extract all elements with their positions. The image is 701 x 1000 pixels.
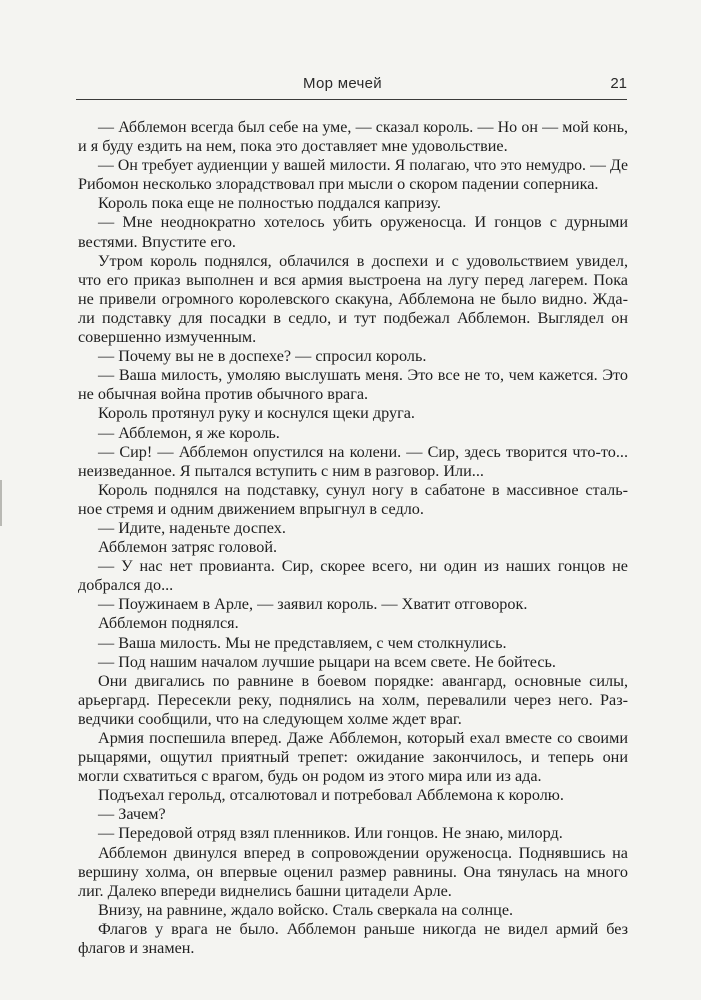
text-line: — Он требует аудиенции у вашей милости. Я полагаю, что это немудро. — Де: [98, 157, 628, 175]
header-rule: [76, 99, 627, 100]
page-number: 21: [610, 75, 627, 92]
text-line: неизведанное. Я пытался вступить с ним в разговор. Или...: [78, 461, 484, 480]
text-line: арьергард. Пересекли реку, поднялись на холм, перевалили через него. Раз-: [78, 690, 628, 709]
text-line: добрался до...: [78, 576, 174, 595]
text-line: лиг. Далеко впереди виднелись башни цитадели Арле.: [78, 881, 452, 900]
text-line: Рибомон несколько злорадствовал при мысли о скором падении соперника.: [78, 175, 599, 194]
text-line: — Почему вы не в доспехе? — спросил король.: [98, 347, 427, 366]
text-line: — Поужинаем в Арле, — заявил король. — Хватит отговорок.: [98, 595, 528, 614]
page-edge-shadow: [0, 480, 2, 526]
text-line: Флагов у врага не было. Абблемон раньше никогда не видел армий без: [98, 919, 628, 938]
text-line: совершенно измученным.: [78, 328, 257, 347]
text-line: ли подставку для посадки в седло, и тут подбежал Абблемон. Выглядел он: [78, 308, 628, 327]
text-line: Король протянул руку и коснулся щеки друга.: [98, 404, 415, 423]
text-line: — Сир! — Абблемон опустился на колени. — Сир, здесь творится что-то...: [98, 442, 628, 461]
text-line: Утром король поднялся, облачился в доспехи и с удовольствием увидел,: [98, 251, 628, 270]
text-line: рыцарями, ощутил приятный трепет: ожидание закончилось, и теперь они: [78, 748, 628, 767]
text-line: — Мне неоднократно хотелось убить оруженосца. И гонцов с дурными: [98, 213, 628, 232]
text-line: флагов и знамен.: [78, 939, 195, 958]
running-title: Мор мечей: [303, 75, 382, 92]
body-text: [78, 118, 628, 958]
text-line: не привели огромного королевского скакуна, Абблемона не было видно. Жда-: [78, 289, 628, 308]
text-line: Они двигались по равнине в боевом порядке: авангард, основные силы,: [98, 671, 628, 690]
text-line: Абблемон двинулся вперед в сопровождении оруженосца. Поднявшись на: [98, 843, 628, 862]
text-line: — Ваша милость. Мы не представляем, с чем столкнулись.: [98, 633, 507, 652]
text-line: — Абблемон, я же король.: [98, 423, 280, 442]
text-line: — Абблемон всегда был себе на уме, — сказал король. — Но он — мой конь,: [98, 119, 628, 136]
text-line: — Под нашим началом лучшие рыцари на всем свете. Не бойтесь.: [98, 652, 556, 671]
text-line: — У нас нет провианта. Сир, скорее всего, ни один из наших гонцов не: [98, 557, 628, 576]
text-line: Армия поспешила вперед. Даже Абблемон, который ехал вместе со своими: [98, 729, 628, 747]
text-line: что его приказ выполнен и вся армия выстроена на лугу перед лагерем. Пока: [78, 270, 628, 289]
text-line: ное стремя и одним движением впрыгнул в седло.: [78, 499, 424, 518]
text-line: вестями. Впустите его.: [78, 232, 236, 251]
text-line: Король поднялся на подставку, сунул ногу в сабатоне в массивное сталь-: [98, 480, 628, 499]
text-line: могли схватиться с врагом, будь он родом из этого мира или из ада.: [78, 767, 542, 786]
text-line: ведчики сообщили, что на следующем холме ждет враг.: [78, 709, 462, 728]
running-head: [76, 75, 627, 97]
text-line: вершину холма, он впервые оценил размер равнины. Она тянулась на много: [78, 862, 628, 881]
text-line: Абблемон затряс головой.: [98, 538, 278, 557]
text-line: Король пока еще не полностью поддался капризу.: [98, 194, 441, 213]
text-line: Абблемон поднялся.: [98, 614, 239, 633]
text-line: — Зачем?: [98, 805, 166, 824]
text-line: и я буду ездить на нем, пока это доставляет мне удовольствие.: [78, 137, 508, 156]
text-line: Внизу, на равнине, ждало войско. Сталь сверкала на солнце.: [98, 900, 514, 919]
text-line: — Передовой отряд взял пленников. Или гонцов. Не знаю, милорд.: [98, 824, 563, 843]
text-line: — Ваша милость, умоляю выслушать меня. Это все не то, чем кажется. Это: [98, 366, 628, 385]
text-line: Подъехал герольд, отсалютовал и потребовал Абблемона к королю.: [98, 786, 564, 805]
text-line: не обычная война против обычного врага.: [78, 385, 369, 404]
text-line: — Идите, наденьте доспех.: [98, 518, 286, 537]
